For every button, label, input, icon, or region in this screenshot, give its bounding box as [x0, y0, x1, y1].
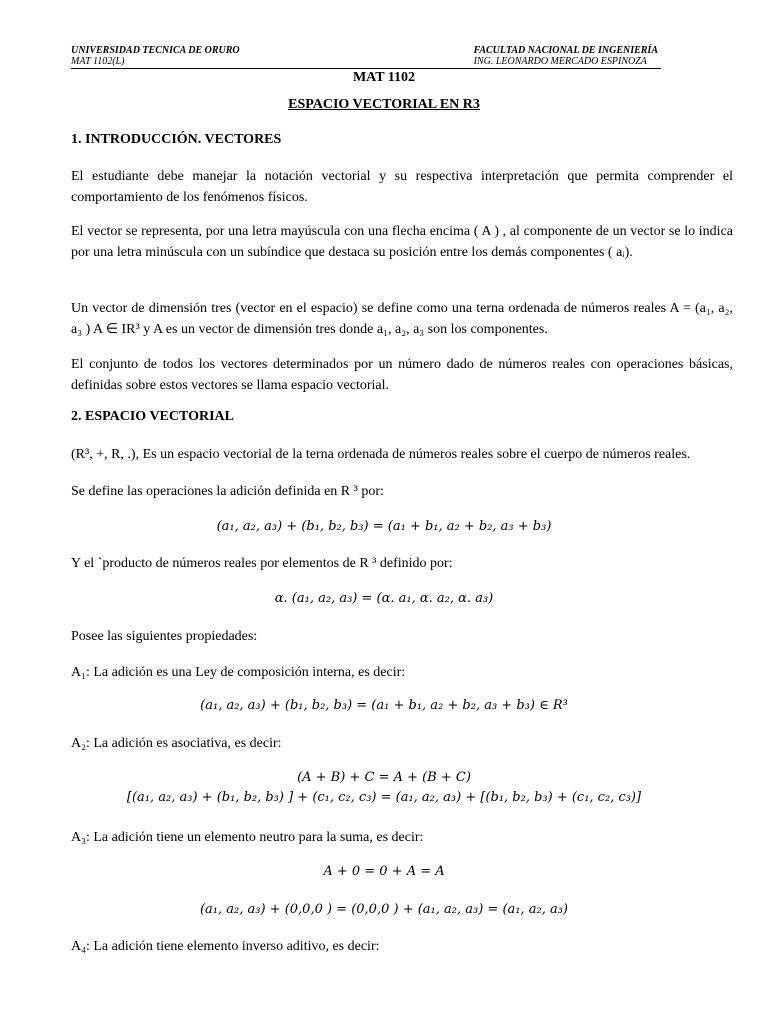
formula-a1: (a₁, a₂, a₃) + (b₁, b₂, b₃) = (a₁ + b₁, a₂ + b₂, a₃ + b₃) ∈ R³ [200, 698, 568, 713]
property-a3-text: A₃: La adición tiene un elemento neutro para la suma, es decir: [71, 830, 424, 845]
formula-scalar-product: α. (a₁, a₂, a₃) = (α. a₁, α. a₂, α. a₃) [274, 591, 494, 606]
university-name: UNIVERSIDAD TECNICA DE ORURO [71, 45, 240, 56]
property-a2-text: A₂: La adición es asociativa, es decir: [71, 736, 282, 751]
author-name: ING. LEONARDO MERCADO ESPINOZA [473, 56, 647, 67]
faculty-name: FACULTAD NACIONAL DE INGENIERÍA [473, 45, 658, 56]
section-2-heading: 2. ESPACIO VECTORIAL [71, 409, 234, 424]
property-a1-text: A₁: La adición es una Ley de composición interna, es decir: [71, 665, 406, 680]
section-2-paragraph-3: Y el `producto de números reales por elementos de R ³ definido por: [71, 556, 453, 571]
header-rule [71, 68, 661, 69]
page-subtitle: ESPACIO VECTORIAL EN R3 [288, 97, 480, 112]
property-a4-text: A₄: La adición tiene elemento inverso aditivo, es decir: [71, 939, 380, 954]
formula-a3-vector: A + 0 = 0 + A = A [323, 864, 445, 879]
section-1-paragraph-4: El conjunto de todos los vectores determinados por un número dado de números reales con operaciones básicas, definidas sobre estos vectores se llama espacio vectorial. [71, 357, 733, 393]
section-2-paragraph-4: Posee las siguientes propiedades: [71, 629, 258, 644]
section-1-paragraph-2: El vector se representa, por una letra mayúscula con una flecha encima ( A ) , al componente de un vector se lo indica por una letra minúscula con un subíndice que destaca su posición entre los demás componentes ( aᵢ). [71, 224, 733, 260]
header-right [474, 45, 658, 67]
formula-a2-vector: (A + B) + C = A + (B + C) [297, 770, 471, 785]
page-title: MAT 1102 [352, 70, 416, 85]
formula-a3-components: (a₁, a₂, a₃) + (0,0,0 ) = (0,0,0 ) + (a₁, a₂, a₃) = (a₁, a₂, a₃) [199, 902, 568, 917]
section-1-paragraph-1: El estudiante debe manejar la notación vectorial y su respectiva interpretación que permita comprender el comportamiento de los fenómenos físicos. [71, 169, 733, 205]
section-2-paragraph-2: Se define las operaciones la adición definida en R ³ por: [71, 484, 384, 499]
section-2-paragraph-1: (R³, +, R, .), Es un espacio vectorial de la terna ordenada de números reales sobre el cuerpo de números reales. [71, 447, 691, 462]
formula-a2-components: [(a₁, a₂, a₃) + (b₁, b₂, b₃) ] + (c₁, c₂, c₃) = (a₁, a₂, a₃) + [(b₁, b₂, b₃) + (c₁, c₂, c₃)] [126, 790, 642, 805]
header-left [71, 45, 240, 67]
section-1-paragraph-3: Un vector de dimensión tres (vector en el espacio) se define como una terna ordenada de números reales A = (a₁, a₂, a₃ ) A ∈ IR³ y A es un vector de dimensión tres donde a₁, a₂, a₃ son los componentes. [71, 301, 733, 337]
section-1-heading: 1. INTRODUCCIÓN. VECTORES [71, 132, 282, 147]
course-code: MAT 1102(L) [71, 56, 125, 67]
formula-addition: (a₁, a₂, a₃) + (b₁, b₂, b₃) = (a₁ + b₁, a₂ + b₂, a₃ + b₃) [216, 519, 552, 534]
